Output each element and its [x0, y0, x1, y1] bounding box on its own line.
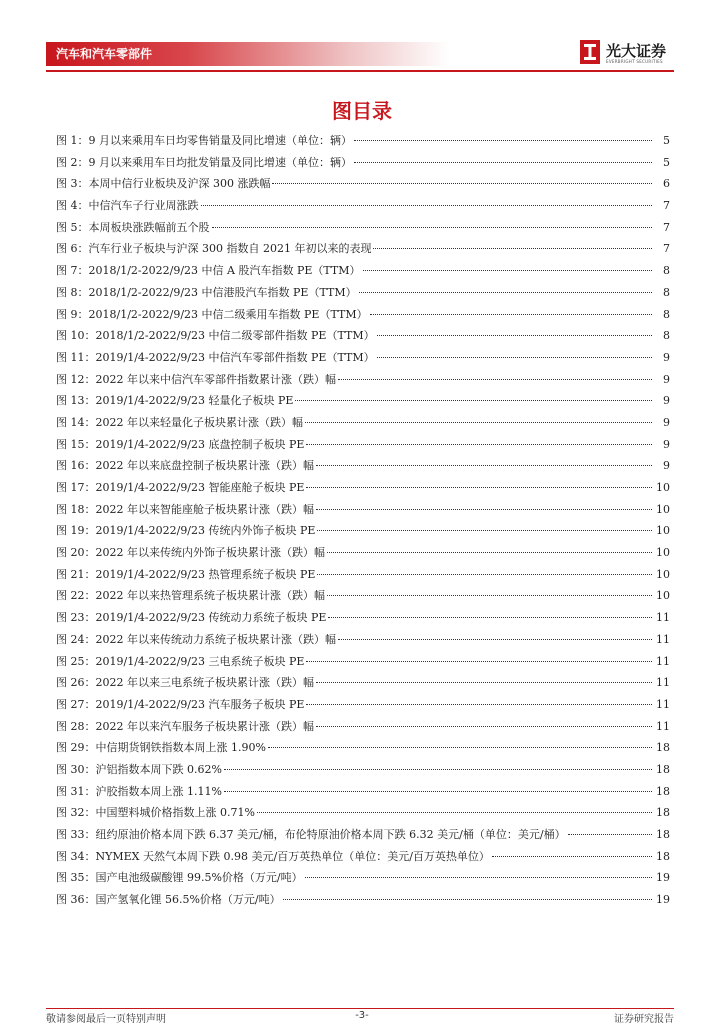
toc-entry-label: 图 27：2019/1/4-2022/9/23 汽车服务子板块 PE — [56, 697, 305, 711]
toc-entry-label: 图 2：9 月以来乘用车日均批发销量及同比增速（单位：辆） — [56, 155, 352, 169]
toc-entry-page: 7 — [663, 242, 670, 256]
toc-entry-page: 11 — [656, 611, 670, 625]
toc-entry-leader — [316, 682, 652, 683]
toc-entry[interactable] — [56, 434, 670, 456]
toc-entry-label: 图 6：汽车行业子板块与沪深 300 指数自 2021 年初以来的表现 — [56, 242, 372, 256]
toc-entry[interactable] — [56, 716, 670, 738]
toc-entry-label: 图 18：2022 年以来智能座舱子板块累计涨（跌）幅 — [56, 502, 314, 516]
toc-entry[interactable] — [56, 369, 670, 391]
footer-report-type: 证券研究报告 — [614, 1014, 674, 1025]
toc-entry-page: 7 — [663, 199, 670, 213]
toc-entry-label: 图 32：中国塑料城价格指数上涨 0.71% — [56, 806, 255, 820]
toc-entry-page: 8 — [663, 264, 670, 278]
toc-entry[interactable] — [56, 542, 670, 564]
toc-entry[interactable] — [56, 694, 670, 716]
toc-entry-leader — [363, 270, 652, 271]
toc-entry[interactable] — [56, 651, 670, 673]
toc-entry-page: 8 — [663, 329, 670, 343]
toc-entry[interactable] — [56, 347, 670, 369]
toc-entry-leader — [295, 400, 652, 401]
toc-entry-label: 图 22：2022 年以来热管理系统子板块累计涨（跌）幅 — [56, 589, 325, 603]
toc-entry[interactable] — [56, 173, 670, 195]
toc-entry-label: 图 12：2022 年以来中信汽车零部件指数累计涨（跌）幅 — [56, 372, 336, 386]
toc-entry[interactable] — [56, 390, 670, 412]
toc-entry-leader — [377, 335, 652, 336]
toc-entry-label: 图 23：2019/1/4-2022/9/23 传统动力系统子板块 PE — [56, 611, 327, 625]
toc-entry-label: 图 17：2019/1/4-2022/9/23 智能座舱子板块 PE — [56, 481, 305, 494]
toc-entry-page: 11 — [656, 719, 670, 733]
toc-entry-label: 图 19：2019/1/4-2022/9/23 传统内外饰子板块 PE — [56, 524, 316, 538]
toc-entry-leader — [268, 747, 652, 748]
toc-entry-page: 9 — [663, 350, 670, 364]
toc-entry[interactable] — [56, 629, 670, 651]
toc-entry-page: 10 — [656, 546, 670, 560]
toc-entry[interactable] — [56, 759, 670, 781]
toc-entry-leader — [317, 530, 652, 531]
toc-entry-page: 11 — [656, 676, 670, 690]
toc-entry[interactable] — [56, 499, 670, 521]
brand-logo-subtext: EVERBRIGHT SECURITIES — [606, 59, 663, 64]
toc-entry-page: 11 — [656, 632, 670, 646]
toc-entry-leader — [305, 877, 652, 878]
toc-entry-label: 图 33：纽约原油价格本周下跌 6.37 美元/桶，布伦特原油价格本周下跌 6.32 美元/桶（单位：美元/桶） — [56, 828, 566, 841]
toc-entry-leader — [568, 834, 652, 835]
toc-entry-leader — [306, 487, 652, 488]
toc-entry-label: 图 16：2022 年以来底盘控制子板块累计涨（跌）幅 — [56, 459, 314, 473]
toc-entry-leader — [224, 769, 652, 770]
toc-entry[interactable] — [56, 477, 670, 499]
toc-entry-page: 9 — [663, 459, 670, 473]
toc-entry-leader — [328, 617, 652, 618]
toc-entry-label: 图 25：2019/1/4-2022/9/23 三电系统子板块 PE — [56, 654, 305, 668]
toc-entry-page: 19 — [656, 871, 670, 885]
section-label: 汽车和汽车零部件 — [56, 47, 153, 61]
toc-entry[interactable] — [56, 520, 670, 542]
toc-entry-label: 图 11：2019/1/4-2022/9/23 中信汽车零部件指数 PE（TTM） — [56, 350, 375, 364]
toc-entry[interactable] — [56, 130, 670, 152]
toc-entry-leader — [327, 595, 652, 596]
toc-entry-label: 图 31：沪胶指数本周上涨 1.11% — [56, 784, 222, 798]
toc-entry-page: 10 — [656, 567, 670, 581]
toc-entry-leader — [327, 552, 652, 553]
toc-entry[interactable] — [56, 585, 670, 607]
header-divider — [46, 70, 674, 72]
toc-entry-leader — [257, 812, 652, 813]
toc-entry-label: 图 4：中信汽车子行业周涨跌 — [56, 199, 199, 213]
toc-entry-label: 图 9：2018/1/2-2022/9/23 中信二级乘用车指数 PE（TTM） — [56, 307, 368, 321]
brand-logo-text: 光大证券 — [606, 42, 667, 60]
toc-entry-label: 图 10：2018/1/2-2022/9/23 中信二级零部件指数 PE（TTM） — [56, 329, 375, 343]
toc-entry-label: 图 14：2022 年以来轻量化子板块累计涨（跌）幅 — [56, 415, 303, 429]
toc-entry-label: 图 5：本周板块涨跌幅前五个股 — [56, 220, 210, 234]
toc-entry[interactable] — [56, 455, 670, 477]
toc-entry-page: 11 — [656, 654, 670, 668]
toc-entry-leader — [338, 639, 652, 640]
toc-entry[interactable] — [56, 195, 670, 217]
toc-entry-page: 5 — [663, 155, 670, 169]
toc-entry[interactable] — [56, 802, 670, 824]
toc-entry-leader — [359, 292, 652, 293]
toc-entry-leader — [354, 162, 652, 163]
toc-entry-label: 图 36：国产氢氧化锂 56.5%价格（万元/吨） — [56, 893, 281, 907]
toc-entry-leader — [373, 248, 652, 249]
figure-list — [56, 130, 670, 911]
toc-entry-leader — [317, 574, 652, 575]
toc-entry[interactable] — [56, 282, 670, 304]
header-band — [46, 42, 450, 66]
toc-entry-page: 18 — [656, 741, 670, 755]
toc-entry-leader — [316, 465, 652, 466]
toc-entry-page: 10 — [656, 589, 670, 603]
toc-entry-label: 图 30：沪铝指数本周下跌 0.62% — [56, 762, 222, 776]
toc-entry-page: 18 — [656, 806, 670, 820]
footer-divider — [46, 1008, 674, 1009]
toc-entry-label: 图 13：2019/1/4-2022/9/23 轻量化子板块 PE — [56, 394, 294, 408]
toc-entry[interactable] — [56, 737, 670, 759]
toc-entry[interactable] — [56, 672, 670, 694]
toc-entry[interactable] — [56, 781, 670, 803]
toc-entry-page: 10 — [656, 481, 670, 494]
toc-entry-label: 图 21：2019/1/4-2022/9/23 热管理系统子板块 PE — [56, 567, 316, 581]
toc-entry-page: 8 — [663, 285, 670, 299]
toc-entry-page: 8 — [663, 307, 670, 321]
toc-entry[interactable] — [56, 304, 670, 326]
toc-entry-label: 图 8：2018/1/2-2022/9/23 中信港股汽车指数 PE（TTM） — [56, 285, 357, 299]
toc-entry-label: 图 26：2022 年以来三电系统子板块累计涨（跌）幅 — [56, 676, 314, 690]
toc-entry[interactable] — [56, 607, 670, 629]
toc-entry-leader — [201, 205, 653, 206]
toc-entry-leader — [370, 314, 652, 315]
toc-entry[interactable] — [56, 325, 670, 347]
toc-entry-label: 图 7：2018/1/2-2022/9/23 中信 A 股汽车指数 PE（TTM） — [56, 264, 361, 278]
toc-entry-page: 10 — [656, 524, 670, 538]
toc-entry-label: 图 35：国产电池级碳酸锂 99.5%价格（万元/吨） — [56, 871, 303, 885]
toc-entry-page: 18 — [656, 762, 670, 776]
brand-logo-icon — [580, 40, 600, 64]
toc-entry-label: 图 34：NYMEX 天然气本周下跌 0.98 美元/百万英热单位（单位：美元/百万英热单位） — [56, 849, 490, 863]
toc-entry-leader — [305, 422, 652, 423]
toc-entry[interactable] — [56, 152, 670, 174]
toc-entry-leader — [377, 357, 652, 358]
toc-entry[interactable] — [56, 846, 670, 868]
toc-entry-leader — [212, 227, 653, 228]
toc-entry[interactable] — [56, 260, 670, 282]
toc-entry-leader — [338, 379, 652, 380]
toc-entry-page: 10 — [656, 502, 670, 516]
toc-entry[interactable] — [56, 217, 670, 239]
toc-entry-label: 图 24：2022 年以来传统动力系统子板块累计涨（跌）幅 — [56, 632, 336, 646]
toc-entry-leader — [354, 140, 652, 141]
toc-entry[interactable] — [56, 889, 670, 911]
toc-entry-page: 18 — [656, 784, 670, 798]
toc-entry-leader — [306, 661, 652, 662]
toc-entry-label: 图 15：2019/1/4-2022/9/23 底盘控制子板块 PE — [56, 437, 305, 451]
toc-entry-leader — [306, 444, 652, 445]
toc-entry-leader — [316, 726, 652, 727]
toc-entry[interactable] — [56, 238, 670, 260]
toc-entry[interactable] — [56, 564, 670, 586]
toc-entry-page: 9 — [663, 394, 670, 408]
page-title: 图目录 — [332, 99, 392, 123]
toc-entry-label: 图 1：9 月以来乘用车日均零售销量及同比增速（单位：辆） — [56, 134, 352, 147]
brand-logo — [580, 40, 680, 68]
toc-entry[interactable] — [56, 412, 670, 434]
toc-entry-leader — [306, 704, 652, 705]
toc-entry-page: 9 — [663, 372, 670, 386]
toc-entry-label: 图 20：2022 年以来传统内外饰子板块累计涨（跌）幅 — [56, 546, 325, 560]
toc-entry-label: 图 3：本周中信行业板块及沪深 300 涨跌幅 — [56, 177, 271, 191]
footer-disclaimer: 敬请参阅最后一页特别声明 — [46, 1014, 166, 1025]
toc-entry[interactable] — [56, 867, 670, 889]
toc-entry-leader — [283, 899, 652, 900]
toc-entry[interactable] — [56, 824, 670, 846]
toc-entry-page: 11 — [656, 697, 670, 711]
toc-entry-page: 9 — [663, 415, 670, 429]
page-number: -3- — [355, 1010, 369, 1021]
toc-entry-page: 5 — [663, 134, 670, 147]
toc-entry-leader — [224, 791, 652, 792]
toc-entry-page: 6 — [663, 177, 670, 191]
toc-entry-leader — [492, 856, 652, 857]
toc-entry-page: 18 — [656, 828, 670, 841]
toc-entry-leader — [316, 509, 652, 510]
toc-entry-page: 19 — [656, 893, 670, 907]
toc-entry-label: 图 28：2022 年以来汽车服务子板块累计涨（跌）幅 — [56, 719, 314, 733]
toc-entry-page: 9 — [663, 437, 670, 451]
toc-entry-page: 7 — [663, 220, 670, 234]
toc-entry-page: 18 — [656, 849, 670, 863]
toc-entry-label: 图 29：中信期货钢铁指数本周上涨 1.90% — [56, 741, 266, 755]
toc-entry-leader — [272, 183, 652, 184]
